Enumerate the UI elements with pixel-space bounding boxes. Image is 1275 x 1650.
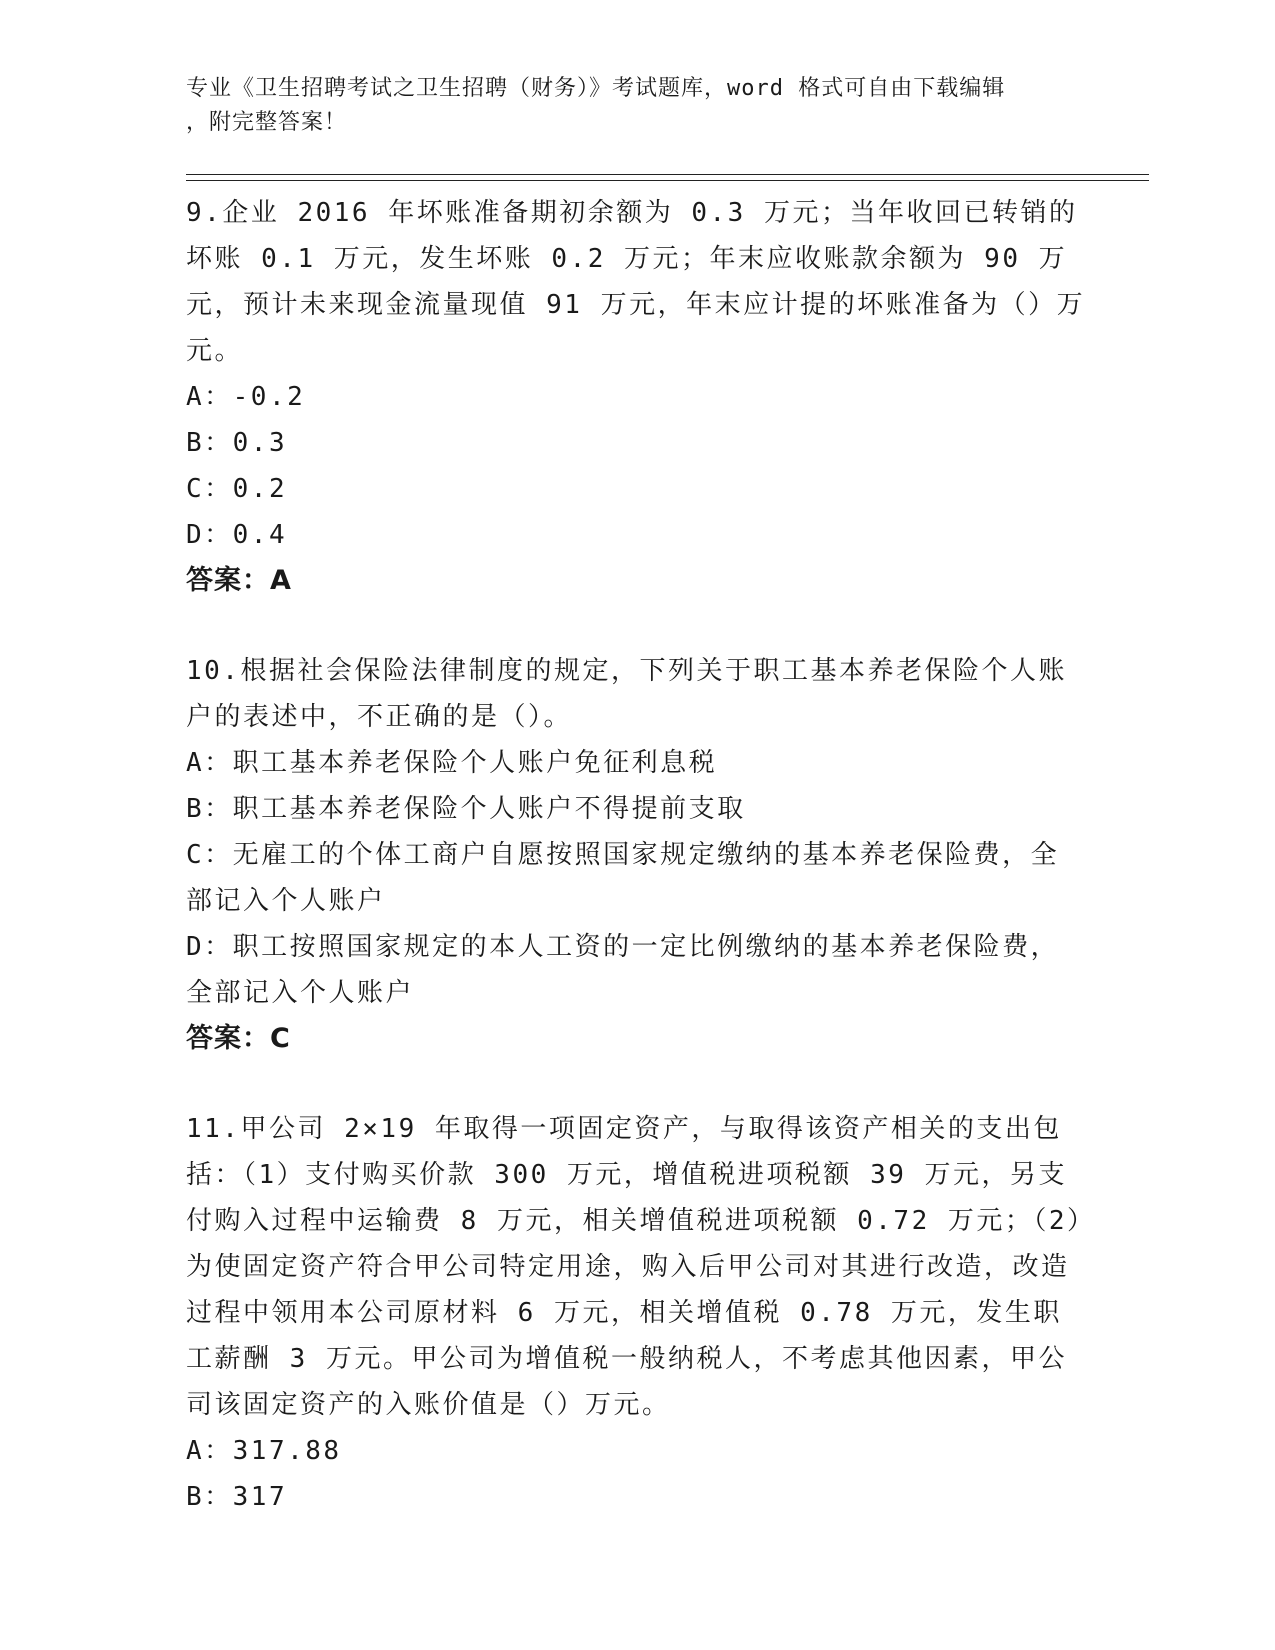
option-a: A：职工基本养老保险个人账户免征利息税 bbox=[186, 748, 718, 778]
answer-label: 答案：C bbox=[186, 1023, 291, 1054]
header-line-2: ，附完整答案！ bbox=[186, 110, 348, 135]
option-a: A：-0.2 bbox=[186, 382, 306, 412]
question-11 bbox=[186, 1106, 1086, 1520]
option-d: D：0.4 bbox=[186, 520, 288, 550]
option-d: D：职工按照国家规定的本人工资的一定比例缴纳的基本养老保险费，全部记入个人账户 bbox=[186, 932, 1060, 1008]
question-list bbox=[186, 190, 1086, 1564]
question-10 bbox=[186, 648, 1086, 1062]
option-c: C：无雇工的个体工商户自愿按照国家规定缴纳的基本养老保险费，全部记入个人账户 bbox=[186, 840, 1060, 916]
option-b: B：职工基本养老保险个人账户不得提前支取 bbox=[186, 794, 746, 824]
option-c: C：0.2 bbox=[186, 474, 288, 504]
option-b: B：0.3 bbox=[186, 428, 288, 458]
question-stem: 10.根据社会保险法律制度的规定，下列关于职工基本养老保险个人账户的表述中，不正确的是（）。 bbox=[186, 656, 1067, 732]
option-a: A：317.88 bbox=[186, 1436, 342, 1466]
option-b: B：317 bbox=[186, 1482, 288, 1512]
question-9 bbox=[186, 190, 1086, 604]
header-divider-bottom bbox=[186, 180, 1149, 181]
answer-label: 答案：A bbox=[186, 565, 292, 596]
header-divider-top bbox=[186, 174, 1149, 175]
document-header bbox=[186, 72, 1066, 140]
question-stem: 9.企业 2016 年坏账准备期初余额为 0.3 万元；当年收回已转销的坏账 0.1 万元，发生坏账 0.2 万元；年末应收账款余额为 90 万元，预计未来现金流量现值 91 万元，年末应计提的坏账准备为（）万元。 bbox=[186, 198, 1086, 366]
header-line-1: 专业《卫生招聘考试之卫生招聘（财务）》考试题库，word 格式可自由下载编辑 bbox=[186, 76, 1006, 101]
question-stem: 11.甲公司 2×19 年取得一项固定资产，与取得该资产相关的支出包括：（1）支付购买价款 300 万元，增值税进项税额 39 万元，另支付购入过程中运输费 8 万元，相关增值税进项税额 0.72 万元；（2）为使固定资产符合甲公司特定用途，购入后甲公司对其进行改造，改造过程中领用本公司原材料 6 万元，相关增值税 0.78 万元，发生职工薪酬 3 万元。甲公司为增值税一般纳税人，不考虑其他因素，甲公司该固定资产的入账价值是（）万元。 bbox=[186, 1114, 1083, 1420]
